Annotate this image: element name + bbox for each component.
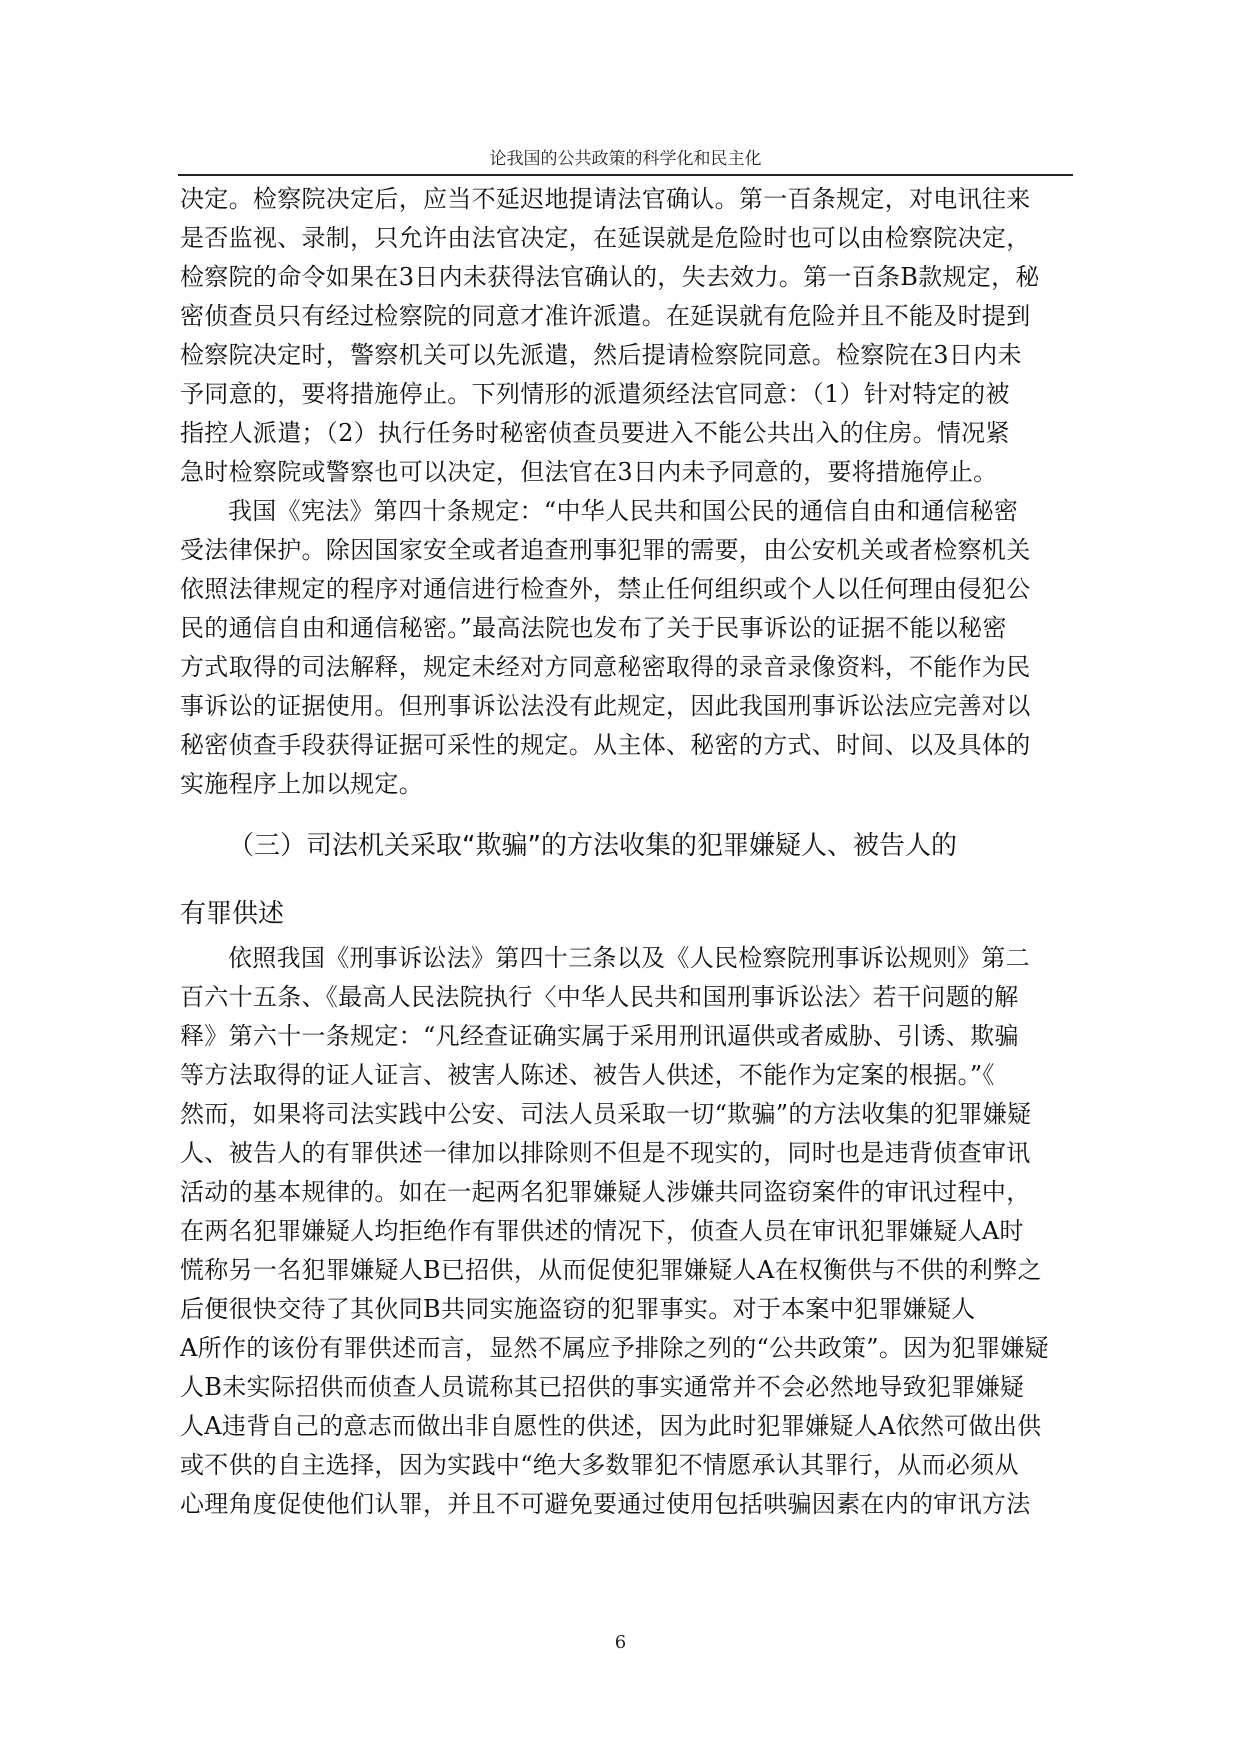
text-line: 民的通信自由和通信秘密。”最高法院也发布了关于民事诉讼的证据不能以秘密 bbox=[180, 614, 1007, 642]
text-line: 我国《宪法》第四十条规定：“中华人民共和国公民的通信自由和通信秘密 bbox=[228, 497, 1019, 525]
text-line: 事诉讼的证据使用。但刑事诉讼法没有此规定，因此我国刑事诉讼法应完善对以 bbox=[180, 692, 1031, 720]
text-line: 人、被告人的有罪供述一律加以排除则不但是不现实的，同时也是违背侦查审讯 bbox=[180, 1139, 1031, 1167]
paragraph bbox=[180, 939, 1073, 1524]
text-line: 检察院的命令如果在3日内未获得法官确认的，失去效力。第一百条B款规定，秘 bbox=[180, 263, 1040, 291]
text-line: 释》第六十一条规定：“凡经查证确实属于采用刑讯逼供或者威胁、引诱、欺骗 bbox=[180, 1022, 1019, 1050]
running-header: 论我国的公共政策的科学化和民主化 bbox=[489, 149, 762, 169]
header-rule bbox=[178, 174, 1073, 176]
text-line: 予同意的，要将措施停止。下列情形的派遣须经法官同意：（1）针对特定的被 bbox=[180, 380, 1010, 408]
text-line: 后便很快交待了其伙同B共同实施盗窃的犯罪事实。对于本案中犯罪嫌疑人 bbox=[180, 1295, 976, 1323]
section-heading-line: （三）司法机关采取“欺骗”的方法收集的犯罪嫌疑人、被告人的 bbox=[228, 831, 957, 861]
text-line: A所作的该份有罪供述而言，显然不属应予排除之列的“公共政策”。因为犯罪嫌疑 bbox=[180, 1334, 1049, 1362]
text-line: 方式取得的司法解释，规定未经对方同意秘密取得的录音录像资料，不能作为民 bbox=[180, 653, 1031, 681]
section-heading-line: 有罪供述 bbox=[180, 899, 285, 929]
text-line: 或不供的自主选择，因为实践中“绝大多数罪犯不情愿承认其罪行，从而必须从 bbox=[180, 1451, 1019, 1479]
text-line: 是否监视、录制，只允许由法官决定，在延误就是危险时也可以由检察院决定， bbox=[180, 224, 1031, 252]
paragraph bbox=[180, 492, 1073, 804]
body-text bbox=[180, 180, 1073, 1524]
text-line: 百六十五条、《最高人民法院执行〈中华人民共和国刑事诉讼法〉若干问题的解 bbox=[180, 983, 1019, 1011]
text-line: 然而，如果将司法实践中公安、司法人员采取一切“欺骗”的方法收集的犯罪嫌疑 bbox=[180, 1100, 1032, 1128]
text-line: 秘密侦查手段获得证据可采性的规定。从主体、秘密的方式、时间、以及具体的 bbox=[180, 731, 1031, 759]
text-line: 等方法取得的证人证言、被害人陈述、被告人供述，不能作为定案的根据。”《 bbox=[180, 1061, 995, 1089]
text-line: 受法律保护。除因国家安全或者追查刑事犯罪的需要，由公安机关或者检察机关 bbox=[180, 536, 1031, 564]
text-line: 密侦查员只有经过检察院的同意才准许派遣。在延误就有危险并且不能及时提到 bbox=[180, 302, 1031, 330]
text-line: 依照法律规定的程序对通信进行检查外，禁止任何组织或个人以任何理由侵犯公 bbox=[180, 575, 1031, 603]
text-line: 心理角度促使他们认罪，并且不可避免要通过使用包括哄骗因素在内的审讯方法 bbox=[180, 1490, 1031, 1518]
text-line: 依照我国《刑事诉讼法》第四十三条以及《人民检察院刑事诉讼规则》第二 bbox=[228, 944, 1030, 972]
text-line: 在两名犯罪嫌疑人均拒绝作有罪供述的情况下，侦查人员在审讯犯罪嫌疑人A时 bbox=[180, 1217, 1024, 1245]
text-line: 活动的基本规律的。如在一起两名犯罪嫌疑人涉嫌共同盗窃案件的审讯过程中， bbox=[180, 1178, 1031, 1206]
text-line: 慌称另一名犯罪嫌疑人B已招供，从而促使犯罪嫌疑人A在权衡供与不供的利弊之 bbox=[180, 1256, 1042, 1284]
text-line: 检察院决定时，警察机关可以先派遣，然后提请检察院同意。检察院在3日内未 bbox=[180, 341, 1022, 369]
page-number: 6 bbox=[614, 1632, 627, 1653]
text-line: 决定。检察院决定后，应当不延迟地提请法官确认。第一百条规定，对电讯往来 bbox=[180, 185, 1031, 213]
text-line: 急时检察院或警察也可以决定，但法官在3日内未予同意的，要将措施停止。 bbox=[180, 458, 998, 486]
text-line: 指控人派遣；（2）执行任务时秘密侦查员要进入不能公共出入的住房。情况紧 bbox=[180, 419, 1010, 447]
text-line: 实施程序上加以规定。 bbox=[180, 770, 423, 798]
section-heading bbox=[180, 821, 1073, 939]
text-line: 人A违背自己的意志而做出非自愿性的供述，因为此时犯罪嫌疑人A依然可做出供 bbox=[180, 1412, 1042, 1440]
paragraph bbox=[180, 180, 1073, 492]
text-line: 人B未实际招供而侦查人员谎称其已招供的事实通常并不会必然地导致犯罪嫌疑 bbox=[180, 1373, 1025, 1401]
